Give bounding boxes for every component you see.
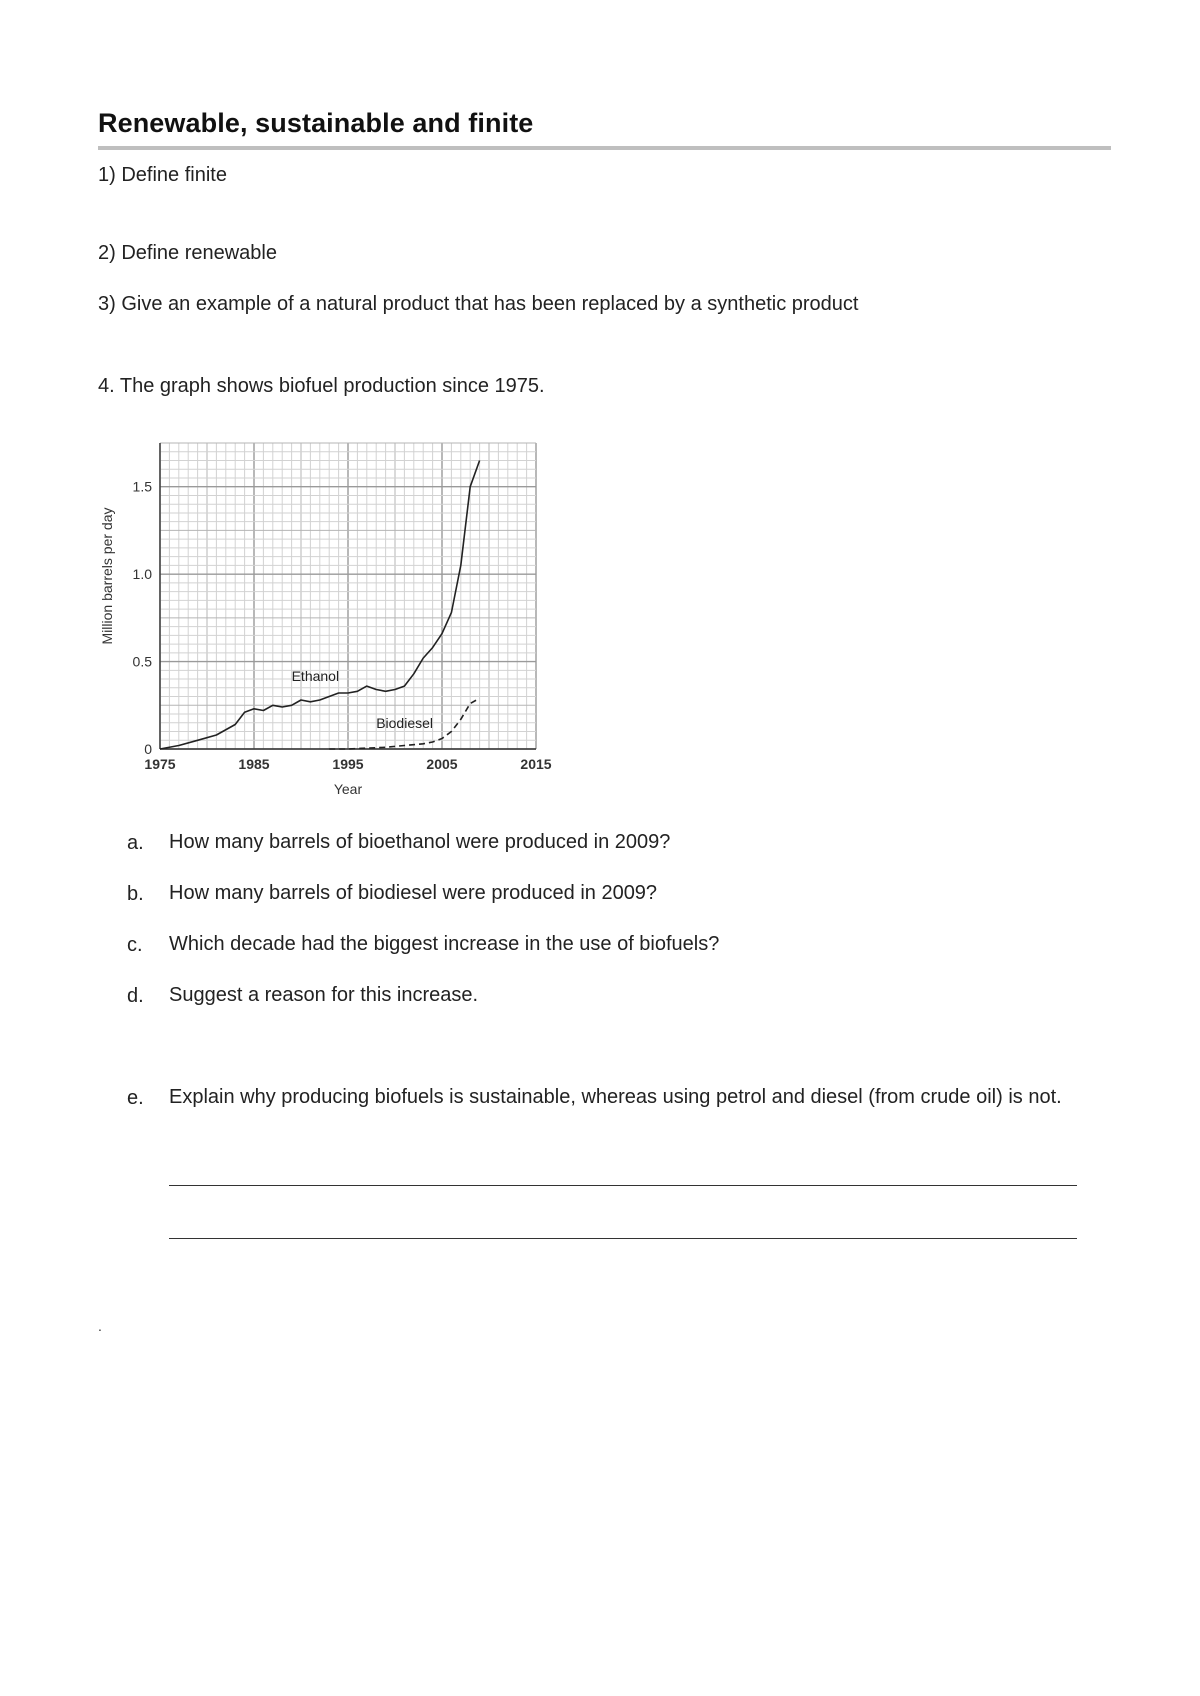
x-tick-label: 1975 bbox=[144, 756, 176, 772]
series-label-ethanol: Ethanol bbox=[291, 667, 340, 684]
x-tick-label: 1995 bbox=[332, 756, 364, 772]
x-tick-label: 2005 bbox=[426, 756, 458, 772]
sub-question-text: How many barrels of bioethanol were produced in 2009? bbox=[169, 831, 671, 853]
y-tick-label: 0.5 bbox=[132, 653, 152, 670]
x-tick-label: 2015 bbox=[520, 756, 552, 772]
y-axis-label: Million barrels per day bbox=[99, 507, 115, 645]
sub-question-text: How many barrels of biodiesel were produced in 2009? bbox=[169, 882, 658, 904]
question-3: 3) Give an example of a natural product that has been replaced by a synthetic product bbox=[98, 293, 859, 315]
series-label-biodiesel: Biodiesel bbox=[376, 715, 434, 732]
sub-question-letter: c. bbox=[127, 934, 143, 956]
biofuel-chart-svg bbox=[95, 436, 565, 806]
page-title: Renewable, sustainable and finite bbox=[98, 108, 534, 138]
sub-question-text: Suggest a reason for this increase. bbox=[169, 984, 479, 1006]
title-rule bbox=[98, 146, 1111, 150]
y-tick-label: 1.0 bbox=[132, 566, 152, 583]
question-2: 2) Define renewable bbox=[98, 242, 277, 264]
sub-question-letter: b. bbox=[127, 883, 144, 905]
footer-mark: . bbox=[98, 1318, 102, 1334]
question-1: 1) Define finite bbox=[98, 164, 227, 186]
biofuel-chart bbox=[95, 436, 565, 806]
sub-question-text: Which decade had the biggest increase in the use of biofuels? bbox=[169, 933, 720, 955]
sub-question-letter: d. bbox=[127, 985, 144, 1007]
sub-question-text: Explain why producing biofuels is sustainable, whereas using petrol and diesel (from crude oil) is not. bbox=[169, 1086, 1062, 1108]
y-tick-label: 0 bbox=[144, 741, 152, 757]
answer-line[interactable] bbox=[169, 1185, 1077, 1186]
sub-question-letter: a. bbox=[127, 832, 144, 854]
sub-question-letter: e. bbox=[127, 1087, 144, 1109]
x-tick-label: 1985 bbox=[238, 756, 270, 772]
y-tick-label: 1.5 bbox=[132, 478, 152, 495]
question-4: 4. The graph shows biofuel production since 1975. bbox=[98, 375, 545, 397]
answer-line[interactable] bbox=[169, 1238, 1077, 1239]
x-axis-label: Year bbox=[333, 781, 363, 797]
